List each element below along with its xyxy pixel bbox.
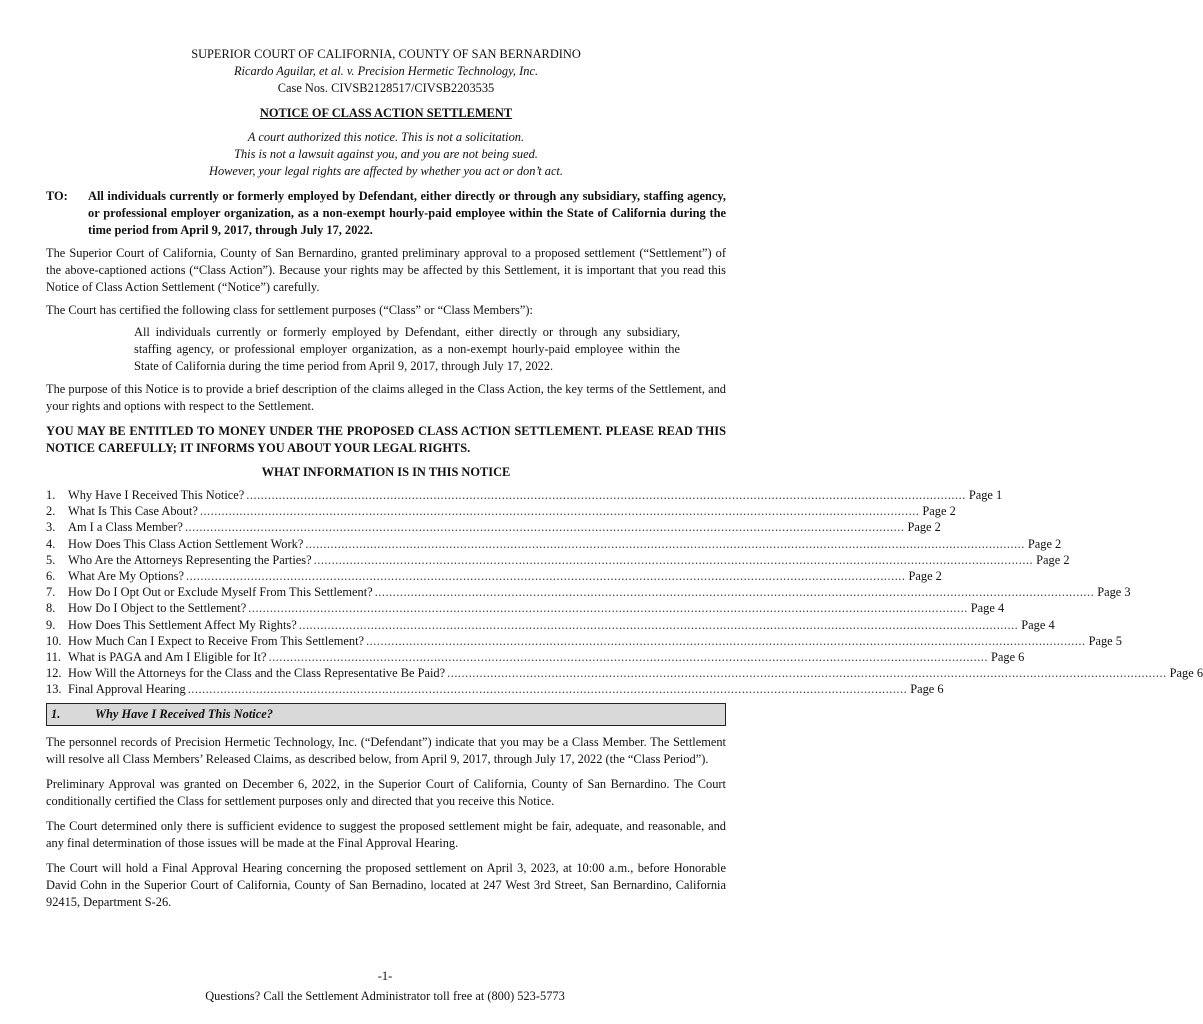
intro-paragraph: The Superior Court of California, County of San Bernardino, granted preliminary approval to a proposed settlement (“Settlement”) of the above-captioned actions (“Class Action”). Because your rights may be affected by this Settlement, it is important that you read this Notice of Class Action Settlement (“Notice”) carefully. [46,246,726,294]
to-block [46,188,726,239]
toc-entry-page: Page 4 [970,601,1005,616]
toc-entry-number: 11. [46,649,62,664]
toc-entry-label: How Does This Settlement Affect My Rights? [68,617,297,632]
section-number: 1. [51,707,61,722]
toc-entry-number: 10. [46,633,62,648]
notice-page [46,46,1203,911]
disclaimer-line: A court authorized this notice. This is not a solicitation. [247,130,525,144]
case-title: Ricardo Aguilar, et al. v. Precision Hermetic Technology, Inc. [233,64,539,78]
toc-entry-number: 6. [46,568,56,583]
toc-entry[interactable] [46,600,1005,616]
toc-leader-dots: ........................................................................................................................................................................................................ [447,666,1167,681]
toc-leader-dots: ........................................................................................................................................................................................................ [298,617,1019,632]
toc-entry-label: How Much Can I Expect to Receive From This Settlement? [68,633,365,648]
toc-entry-number: 8. [46,601,56,616]
toc-entry-label: How Will the Attorneys for the Class and the Class Representative Be Paid? [68,666,446,681]
toc-entry-page: Page 1 [968,488,1003,502]
toc-leader-dots: ........................................................................................................................................................................................................ [199,504,920,519]
to-label: TO: [46,189,68,203]
toc-entry[interactable] [46,487,1003,503]
document-header [46,46,726,180]
toc-entry-number: 13. [46,682,62,697]
section-heading [46,703,726,726]
toc-entry-number: 4. [46,536,56,551]
section-paragraph: Preliminary Approval was granted on December 6, 2022, in the Superior Court of California, County of San Bernardino. The Court conditionally certified the Class for settlement purposes only and directed that you receive this Notice. [46,777,726,809]
toc-leader-dots: ........................................................................................................................................................................................................ [185,568,906,583]
toc-entry-page: Page 2 [1036,552,1070,567]
toc-entry-page: Page 5 [1088,633,1122,648]
toc-leader-dots: ........................................................................................................................................................................................................ [374,585,1095,600]
toc-entry[interactable] [46,649,1025,665]
page-number: -1- [377,969,393,983]
toc-title: WHAT INFORMATION IS IN THIS NOTICE [261,465,511,479]
toc-entry[interactable] [46,584,1131,600]
toc-entry-number: 12. [46,666,62,681]
toc-entry-page: Page 4 [1021,617,1055,632]
toc-leader-dots: ........................................................................................................................................................................................................ [268,649,988,664]
table-of-contents [46,487,1203,697]
toc-entry-label: What is PAGA and Am I Eligible for It? [68,649,267,664]
toc-entry[interactable] [46,617,1055,633]
toc-entry[interactable] [46,552,1070,568]
toc-entry-number: 9. [46,617,56,632]
section-paragraph: The Court determined only there is sufficient evidence to suggest the proposed settlement might be fair, adequate, and reasonable, and any final determination of those issues will be made at the Final Approval Hearing. [46,819,726,851]
disclaimer [46,129,726,180]
entitlement-warning: YOU MAY BE ENTITLED TO MONEY UNDER THE PROPOSED CLASS ACTION SETTLEMENT. PLEASE READ THIS NOTICE CAREFULLY; IT INFORMS YOU ABOUT YOUR LEGAL RIGHTS. [46,424,726,455]
toc-leader-dots: ........................................................................................................................................................................................................ [248,601,968,616]
disclaimer-line: However, your legal rights are affected by whether you act or don’t act. [209,164,563,178]
toc-leader-dots: ........................................................................................................................................................................................................ [305,536,1025,551]
toc-entry-number: 7. [46,585,56,600]
toc-entry-label: How Do I Opt Out or Exclude Myself From This Settlement? [68,585,373,600]
toc-entry-label: Who Are the Attorneys Representing the Parties? [68,552,312,567]
help-line: Questions? Call the Settlement Administrator toll free at (800) 523-5773 [205,989,565,1003]
toc-leader-dots: ........................................................................................................................................................................................................ [184,520,905,535]
toc-entry-label: How Does This Class Action Settlement Work? [68,536,304,551]
toc-entry-label: Am I a Class Member? [68,520,183,535]
toc-entry[interactable] [46,681,944,697]
class-intro-paragraph: The Court has certified the following class for settlement purposes (“Class” or “Class Members”): [46,303,533,317]
toc-entry-number: 2. [46,504,56,519]
toc-entry-number: 1. [46,488,56,502]
toc-entry-label: What Are My Options? [68,568,184,583]
section-body [46,734,726,911]
case-numbers: Case Nos. CIVSB2128517/CIVSB2203535 [277,81,495,95]
toc-entry-page: Page 2 [907,520,941,535]
toc-entry-page: Page 2 [908,568,942,583]
toc-entry-page: Page 6 [1169,666,1203,681]
toc-entry[interactable] [46,568,942,584]
toc-entry-page: Page 6 [910,682,944,697]
notice-title: NOTICE OF CLASS ACTION SETTLEMENT [259,106,513,120]
toc-entry-label: What Is This Case About? [68,504,198,519]
section-paragraph: The Court will hold a Final Approval Hearing concerning the proposed settlement on April 3, 2023, at 10:00 a.m., before Honorable David Cohn in the Superior Court of California, County of San Bernadino, located at 247 West 3rd Street, San Bernardino, California 92415, Department S-26. [46,861,726,910]
toc-entry-number: 5. [46,552,56,567]
toc-entry-label: Final Approval Hearing [68,682,186,697]
toc-entry[interactable] [46,633,1122,649]
toc-entry-page: Page 2 [1027,536,1062,551]
toc-entry[interactable] [46,519,941,535]
toc-entry[interactable] [46,503,956,519]
toc-entry-page: Page 3 [1097,585,1131,600]
purpose-paragraph: The purpose of this Notice is to provide a brief description of the claims alleged in the Class Action, the key terms of the Settlement, and your rights and options with respect to the Settlement. [46,382,726,413]
toc-leader-dots: ........................................................................................................................................................................................................ [313,552,1034,567]
toc-entry-page: Page 6 [991,649,1025,664]
section-title: Why Have I Received This Notice? [95,707,273,722]
section-paragraph: The personnel records of Precision Hermetic Technology, Inc. (“Defendant”) indicate that you may be a Class Member. The Settlement will resolve all Class Members’ Released Claims, as described below, from April 9, 2017, through July 17, 2022 (the “Class Period”). [46,735,726,767]
toc-entry-label: Why Have I Received This Notice? [68,488,245,502]
to-text: All individuals currently or formerly employed by Defendant, either directly or through any subsidiary, staffing agency, or professional employer organization, as a non-exempt hourly-paid employee within the State of California during the time period from April 9, 2017, through July 17, 2022. [88,189,726,237]
toc-leader-dots: ........................................................................................................................................................................................................ [366,633,1086,648]
disclaimer-line: This is not a lawsuit against you, and you are not being sued. [234,147,538,161]
toc-leader-dots: ........................................................................................................................................................................................................ [246,488,966,502]
toc-entry-page: Page 2 [922,504,956,519]
court-name: SUPERIOR COURT OF CALIFORNIA, COUNTY OF SAN BERNARDINO [191,47,581,61]
toc-entry[interactable] [46,536,1062,552]
class-definition: All individuals currently or formerly employed by Defendant, either directly or through any subsidiary, staffing agency, or professional employer organization, as a non-exempt hourly-paid employee within the State of California during the time period from April 9, 2017, through July 17, 2022. [134,325,680,373]
toc-entry-number: 3. [46,520,56,535]
toc-entry-label: How Do I Object to the Settlement? [68,601,247,616]
toc-entry[interactable] [46,665,1203,681]
toc-leader-dots: ........................................................................................................................................................................................................ [187,682,908,697]
